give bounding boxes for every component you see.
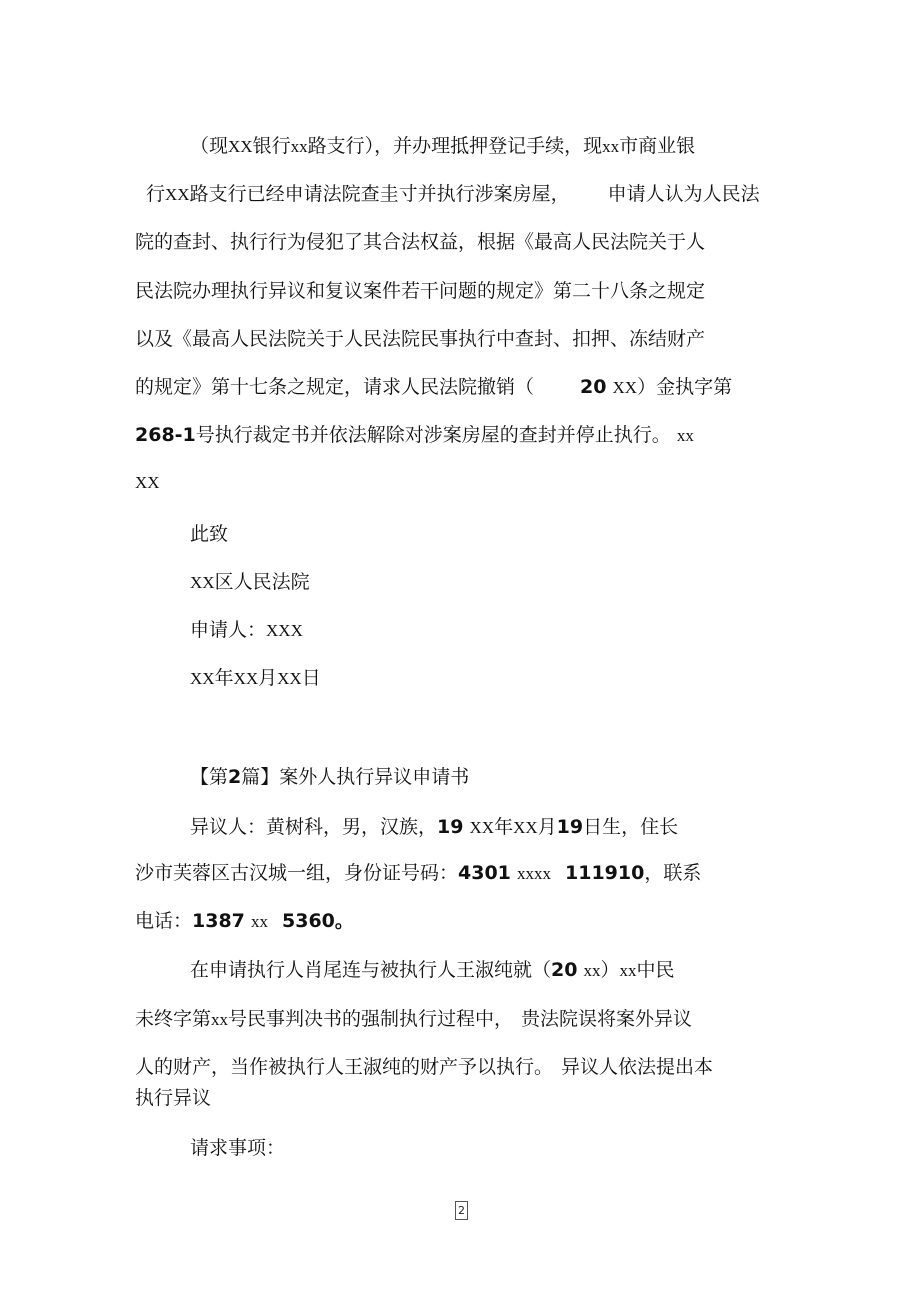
body-line: XX	[135, 473, 160, 492]
body-line: 的规定》第十七条之规定，请求人民法院撤销（ 20 XX）金执字第	[135, 376, 733, 398]
body-line: 以及《最高人民法院关于人民法院民事执行中查封、扣押、冻结财产	[135, 328, 706, 350]
body-line: 院的查封、执行行为侵犯了其合法权益，根据《最高人民法院关于人	[135, 231, 706, 253]
section-heading: 请求事项：	[190, 1137, 286, 1159]
applicant-signature: 申请人：XXX	[190, 619, 303, 641]
salutation: 此致	[190, 523, 229, 545]
body-line: （现XX银行xx路支行），并办理抵押登记手续，现xx市商业银	[190, 135, 696, 157]
body-line: 执行异议	[135, 1087, 212, 1109]
court-name: XX区人民法院	[190, 571, 310, 593]
page-number: 2	[455, 1201, 468, 1220]
article-heading: 【第2篇】案外人执行异议申请书	[190, 766, 470, 788]
body-line: 未终字第xx号民事判决书的强制执行过程中， 贵法院误将案外异议	[135, 1008, 693, 1030]
signature-date: XX年XX月XX日	[190, 667, 321, 689]
body-line: 行XX路支行已经申请法院查圭寸并执行涉案房屋， 申请人认为人民法	[146, 183, 760, 205]
body-line: 268-1号执行裁定书并依法解除对涉案房屋的查封并停止执行。 xx	[135, 424, 694, 446]
body-line: 沙市芙蓉区古汉城一组，身份证号码：4301 xxxx 111910，联系	[135, 862, 702, 884]
body-line: 电话：1387 xx 5360。	[135, 910, 354, 932]
body-line: 异议人：黄树科，男，汉族，19 XX年XX月19日生，住长	[190, 816, 679, 838]
body-line: 人的财产，当作被执行人王淑纯的财产予以执行。 异议人依法提出本	[135, 1056, 714, 1078]
body-line: 在申请执行人肖尾连与被执行人王淑纯就（20 xx）xx中民	[190, 959, 675, 981]
body-line: 民法院办理执行异议和复议案件若干问题的规定》第二十八条之规定	[135, 280, 706, 302]
